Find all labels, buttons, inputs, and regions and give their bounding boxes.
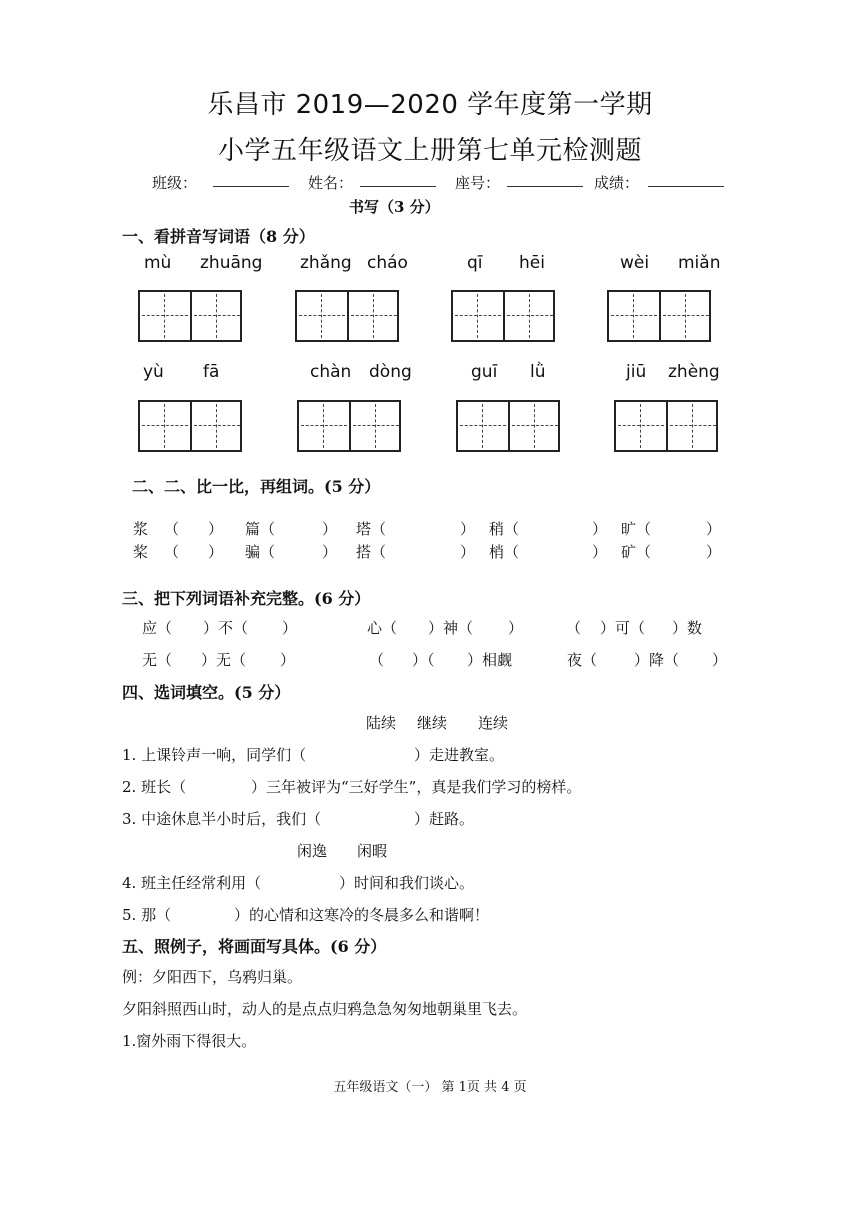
pinyin: miǎn <box>678 253 721 273</box>
writing-box[interactable] <box>138 290 242 342</box>
section2-title: 二、二、比一比，再组词。(5 分） <box>132 477 381 496</box>
class-blank[interactable] <box>213 186 289 187</box>
idiom-part: ）可（ <box>600 619 646 637</box>
pinyin: fā <box>203 362 220 382</box>
question-text: ）时间和我们谈心。 <box>339 874 475 892</box>
idiom-part: ） <box>282 619 298 637</box>
section5-title: 五、照例子，将画面写具体。(6 分） <box>122 937 387 956</box>
compare-item: 骗（ <box>245 543 276 561</box>
compare-item: 稍（ <box>489 520 520 538</box>
idiom-part: （ <box>369 651 385 669</box>
compare-item: ） <box>592 543 608 561</box>
compare-item: 搭（ <box>356 543 387 561</box>
writing-box[interactable] <box>138 400 242 452</box>
writing-box[interactable] <box>614 400 718 452</box>
exam-title-line2: 小学五年级语文上册第七单元检测题 <box>217 136 642 166</box>
question-text: ）赶路。 <box>414 810 475 828</box>
seat-label: 座号： <box>455 174 501 192</box>
compare-item: ） <box>706 520 722 538</box>
compare-item: ） <box>460 520 476 538</box>
word-choice: 闲暇 <box>357 842 388 860</box>
question-text: 4. 班主任经常利用（ <box>122 874 262 892</box>
compare-item: ） <box>460 543 476 561</box>
question-text: ）走进教室。 <box>414 746 505 764</box>
score-label: 成绩： <box>594 174 640 192</box>
name-label: 姓名： <box>308 174 354 192</box>
question-text: ）三年被评为“三好学生”，真是我们学习的榜样。 <box>251 778 582 796</box>
writing-score: 书写（3 分） <box>349 198 440 216</box>
idiom-part: 夜（ <box>567 651 598 669</box>
writing-box[interactable] <box>297 400 401 452</box>
compare-item: 浆 <box>133 520 149 538</box>
pinyin: cháo <box>367 253 408 273</box>
section1-title: 一、看拼音写词语（8 分） <box>122 227 315 246</box>
word-choice: 陆续 <box>366 714 397 732</box>
idiom-part: ） <box>712 651 728 669</box>
pinyin: qī <box>467 253 483 273</box>
pinyin: lǜ <box>530 362 546 382</box>
compare-item: ） <box>592 520 608 538</box>
writing-box[interactable] <box>607 290 711 342</box>
compare-item: 矿（ <box>621 543 652 561</box>
score-blank[interactable] <box>648 186 724 187</box>
pinyin: guī <box>471 362 498 382</box>
idiom-part: （ <box>566 619 582 637</box>
question-text: ）的心情和这寒冷的冬晨多么和谐啊！ <box>234 906 490 924</box>
section3-title: 三、把下列词语补充完整。(6 分） <box>122 589 371 608</box>
compare-item: ） <box>208 543 224 561</box>
compare-item: 塔（ <box>356 520 387 538</box>
pinyin: yù <box>143 362 164 382</box>
idiom-part: ）无（ <box>201 651 247 669</box>
idiom-part: 心（ <box>367 619 398 637</box>
compare-item: ） <box>706 543 722 561</box>
pinyin: zhèng <box>668 362 720 382</box>
seat-blank[interactable] <box>507 186 583 187</box>
exam-title-line1: 乐昌市 2019—2020 学年度第一学期 <box>207 90 653 120</box>
question-text: 2. 班长（ <box>122 778 187 796</box>
compare-item: 桨 <box>133 543 149 561</box>
pinyin: dòng <box>369 362 412 382</box>
compare-item: （ <box>164 543 180 561</box>
pinyin: mù <box>144 253 172 273</box>
writing-box[interactable] <box>456 400 560 452</box>
word-choice: 继续 <box>417 714 448 732</box>
example-sentence: 例：夕阳西下，乌鸦归巢。 <box>122 968 303 986</box>
compare-item: ） <box>208 520 224 538</box>
pinyin: wèi <box>620 253 650 273</box>
pinyin: hēi <box>519 253 545 273</box>
pinyin: zhǎng <box>300 253 352 273</box>
class-label: 班级： <box>152 174 198 192</box>
example-detail: 夕阳斜照西山时，动人的是点点归鸦急急匆匆地朝巢里飞去。 <box>122 1000 528 1018</box>
pinyin: jiū <box>626 362 647 382</box>
page-footer: 五年级语文（一） 第 1页 共 4 页 <box>333 1080 527 1095</box>
idiom-part: ）不（ <box>203 619 249 637</box>
idiom-part: ） <box>280 651 296 669</box>
compare-item: 篇（ <box>245 520 276 538</box>
pinyin: chàn <box>310 362 352 382</box>
idiom-part: ）神（ <box>428 619 474 637</box>
compare-item: ） <box>322 520 338 538</box>
idiom-part: ） <box>508 619 524 637</box>
word-choice: 闲逸 <box>297 842 328 860</box>
idiom-part: ）相觑 <box>467 651 513 669</box>
pinyin: zhuāng <box>200 253 263 273</box>
question-text: 3. 中途休息半小时后，我们（ <box>122 810 322 828</box>
writing-box[interactable] <box>295 290 399 342</box>
idiom-part: ）降（ <box>634 651 680 669</box>
section4-title: 四、选词填空。(5 分） <box>122 683 291 702</box>
idiom-part: 应（ <box>142 619 173 637</box>
idiom-part: ）（ <box>412 651 435 669</box>
question-5-1[interactable]: 1.窗外雨下得很大。 <box>122 1032 257 1050</box>
idiom-part: 无（ <box>142 651 173 669</box>
writing-box[interactable] <box>451 290 555 342</box>
compare-item: （ <box>164 520 180 538</box>
question-text: 1. 上课铃声一响，同学们（ <box>122 746 307 764</box>
compare-item: 梢（ <box>489 543 520 561</box>
name-blank[interactable] <box>360 186 436 187</box>
compare-item: ） <box>322 543 338 561</box>
question-text: 5. 那（ <box>122 906 172 924</box>
idiom-part: ）数 <box>672 619 703 637</box>
word-choice: 连续 <box>478 714 509 732</box>
compare-item: 旷（ <box>621 520 652 538</box>
